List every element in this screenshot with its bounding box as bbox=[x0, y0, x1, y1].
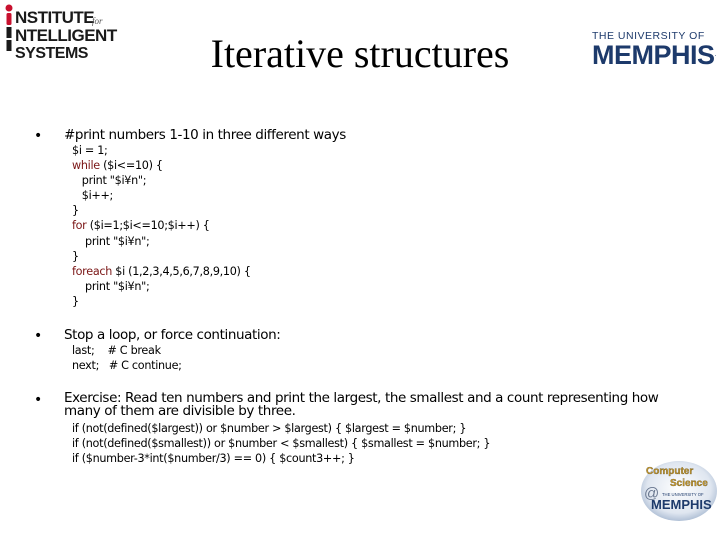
code-line: if ($number-3*int($number/3) == 0) { $count3++; } bbox=[72, 452, 355, 466]
memphis-logo-mark: . bbox=[714, 51, 716, 58]
iis-line-3: SYSTEMS bbox=[15, 45, 88, 62]
iis-person-icon bbox=[4, 4, 14, 52]
iis-for: for bbox=[92, 16, 103, 26]
code-block-1 bbox=[72, 143, 251, 309]
bullet-marker-1: • bbox=[34, 128, 43, 144]
code-line: foreach $i (1,2,3,4,5,6,7,8,9,10) { bbox=[72, 264, 251, 278]
code-line: } bbox=[72, 204, 79, 218]
bullet-text-2: Stop a loop, or force continuation: bbox=[64, 327, 281, 343]
page-title: Iterative structures bbox=[210, 31, 510, 76]
code-keyword: foreach bbox=[72, 264, 113, 278]
iis-line-1: NSTITUTE bbox=[15, 8, 95, 27]
badge-line-4: MEMPHIS bbox=[651, 497, 712, 512]
memphis-logo-word: MEMPHIS bbox=[592, 40, 715, 70]
badge-line-1: Computer bbox=[646, 466, 694, 477]
computer-science-badge bbox=[640, 460, 718, 522]
code-line: $i++; bbox=[72, 189, 114, 203]
code-line: for ($i=1;$i<=10;$i++) { bbox=[72, 219, 210, 233]
code-line: if (not(defined($smallest)) or $number < $smallest) { $smallest = $number; } bbox=[72, 437, 491, 451]
code-line: } bbox=[72, 294, 79, 308]
code-line: print "$i¥n"; bbox=[72, 279, 150, 293]
code-keyword: while bbox=[72, 159, 100, 173]
memphis-logo bbox=[592, 30, 718, 68]
code-line: last; # C break bbox=[72, 344, 161, 357]
code-line: } bbox=[72, 249, 79, 263]
code-line: print "$i¥n"; bbox=[72, 234, 150, 248]
badge-line-3: THE UNIVERSITY OF bbox=[662, 492, 704, 497]
badge-line-2: Science bbox=[670, 478, 708, 489]
badge-at: @ bbox=[644, 485, 660, 502]
iis-line-2: NTELLIGENT bbox=[15, 26, 117, 45]
memphis-logo-top: THE UNIVERSITY OF bbox=[592, 30, 705, 42]
code-line: $i = 1; bbox=[72, 144, 108, 157]
bullet-marker-2: • bbox=[34, 328, 43, 344]
code-line: if (not(defined($largest)) or $number > $largest) { $largest = $number; } bbox=[72, 422, 467, 435]
code-block-3 bbox=[72, 421, 490, 466]
code-line: while ($i<=10) { bbox=[72, 159, 163, 173]
bullet-text-3: Exercise: Read ten numbers and print the largest, the smallest and a count representing how many of them are divisible by three. bbox=[64, 390, 659, 419]
code-block-2 bbox=[72, 343, 182, 373]
code-keyword: for bbox=[72, 219, 87, 233]
bullet-text-1: #print numbers 1-10 in three different ways bbox=[64, 127, 346, 143]
memphis-logo-main bbox=[592, 42, 718, 68]
bullet-marker-3: • bbox=[34, 392, 43, 408]
iis-logo bbox=[4, 2, 124, 66]
code-line: print "$i¥n"; bbox=[72, 174, 147, 188]
code-line: next; # C continue; bbox=[72, 359, 182, 373]
